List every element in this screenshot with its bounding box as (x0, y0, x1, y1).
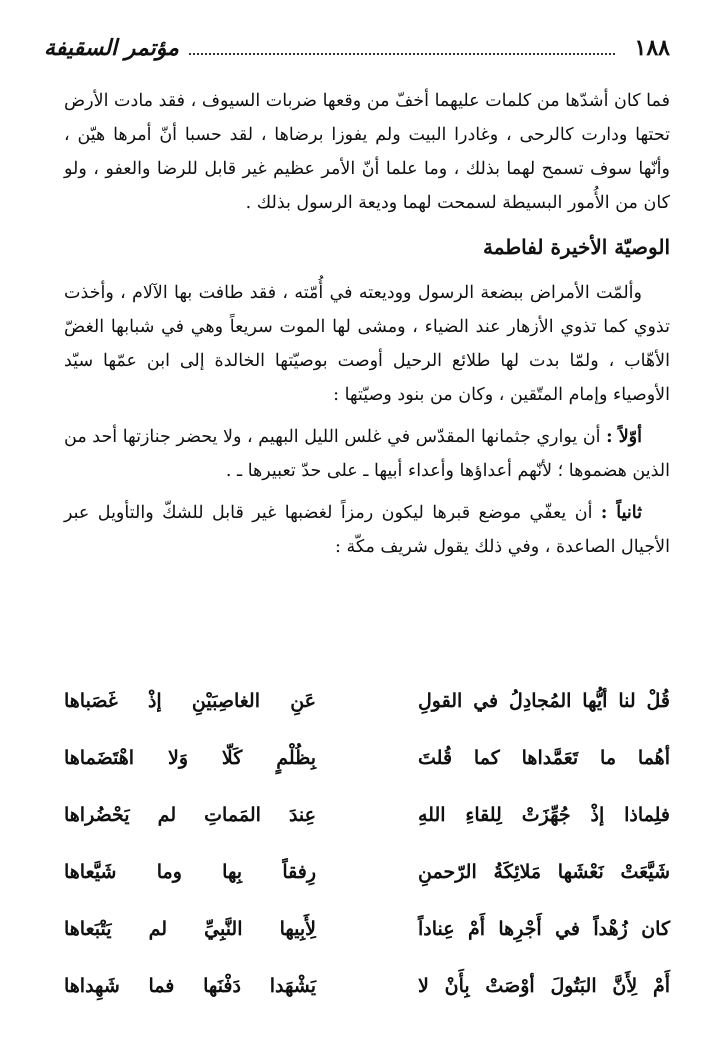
section-heading: الوصيّة الأخيرة لفاطمة (482, 235, 670, 259)
poem-verse (64, 900, 670, 957)
item-text-second: أن يعفّي موضع قبرها ليكون رمزاً لغضبها غير قابل للشكّ والتأويل عبر الأجيال الصاعدة ، وفي ذلك يقول شريف مكّة : (64, 503, 670, 557)
verse-second-hemistich: عَنِ الغاصِبَيْنِ إذْ غَصَباها (64, 689, 316, 712)
header-dotted-leader (189, 53, 615, 55)
poem-verse (64, 786, 670, 843)
poem-verse (64, 843, 670, 900)
book-title: مؤتمر السقيفة (44, 35, 179, 61)
paragraph-1: فما كان أشدّها من كلمات عليهما أخفّ من وقعها ضربات السيوف ، فقد مادت الأرض تحتها ودارت كالرحى ، وغادرا البيت ولم يفوزا برضاها ، لقد حسبا أنّ أمرها هيّن ، وأنّها سوف تسمح لهما بذلك ، وما علما أنّ الأمر عظيم غير قابل للرضا والعفو ، ولو كان من الأُمور البسيطة لسمحت لهما وديعة الرسول بذلك . (64, 91, 670, 213)
verse-first-hemistich: أهُما ما تَعَمَّداها كما قُلتَ (418, 746, 670, 769)
paragraph-3 (64, 420, 670, 488)
verse-second-hemistich: بِظُلْمٍ كَلّا وَلا اهْتَضَماها (64, 746, 316, 769)
running-header (44, 28, 670, 68)
item-text-first: أن يواري جثمانها المقدّس في غلس الليل البهيم ، ولا يحضر جنازتها أحد من الذين هضموها ؛ لأنّهم أعداؤها وأعداء أبيها ـ على حدّ تعبيرها ـ . (64, 427, 670, 481)
main-text (64, 84, 670, 572)
paragraph-4 (64, 496, 670, 564)
verse-first-hemistich: فلِماذا إذْ جُهِّزَتْ لِلقاءِ اللهِ (418, 803, 670, 826)
poem-verse (64, 672, 670, 729)
verse-second-hemistich: يَشْهَدا دَفْنَها فما شَهِداها (64, 974, 316, 997)
poem-verse (64, 729, 670, 786)
verse-first-hemistich: كان زُهْداً في أَجْرِها أَمْ عِناداً (418, 917, 670, 940)
verse-second-hemistich: عِندَ المَماتِ لم يَحْضُراها (64, 803, 316, 826)
verse-second-hemistich: لِأَبِيها النَّبِيِّ لم يَتْبَعاها (64, 917, 316, 940)
poem-verse (64, 957, 670, 1014)
poem (64, 672, 670, 1014)
item-lead-second: ثانياً : (600, 503, 642, 523)
verse-second-hemistich: رِفقاً بِها وما شَيَّعاها (64, 860, 316, 883)
paragraph-2: وألمّت الأمراض ببضعة الرسول ووديعته في أُمّته ، فقد طافت بها الآلام ، وأخذت تذوي كما تذوي الأزهار عند الضياء ، ومشى لها الموت سريعاً وهي في شبابها الغضّ الأهّاب ، ولمّا بدت لها طلائع الرحيل أوصت بوصيّتها الخالدة إلى ابن عمّها سيّد الأوصياء وإمام المتّقين ، وكان من بنود وصيّتها : (64, 283, 670, 405)
item-lead-first: أوّلاً : (606, 427, 642, 447)
verse-first-hemistich: شَيَّعَتْ نَعْشَها مَلائِكَةُ الرّحمنِ (418, 860, 670, 883)
verse-first-hemistich: أَمْ لِأَنَّ البَتُولَ أوْصَتْ بِأَنْ لا (418, 974, 670, 997)
page-number: ١٨٨ (634, 35, 670, 61)
verse-first-hemistich: قُلْ لنا أيُّها المُجادِلُ في القولِ (418, 689, 670, 712)
